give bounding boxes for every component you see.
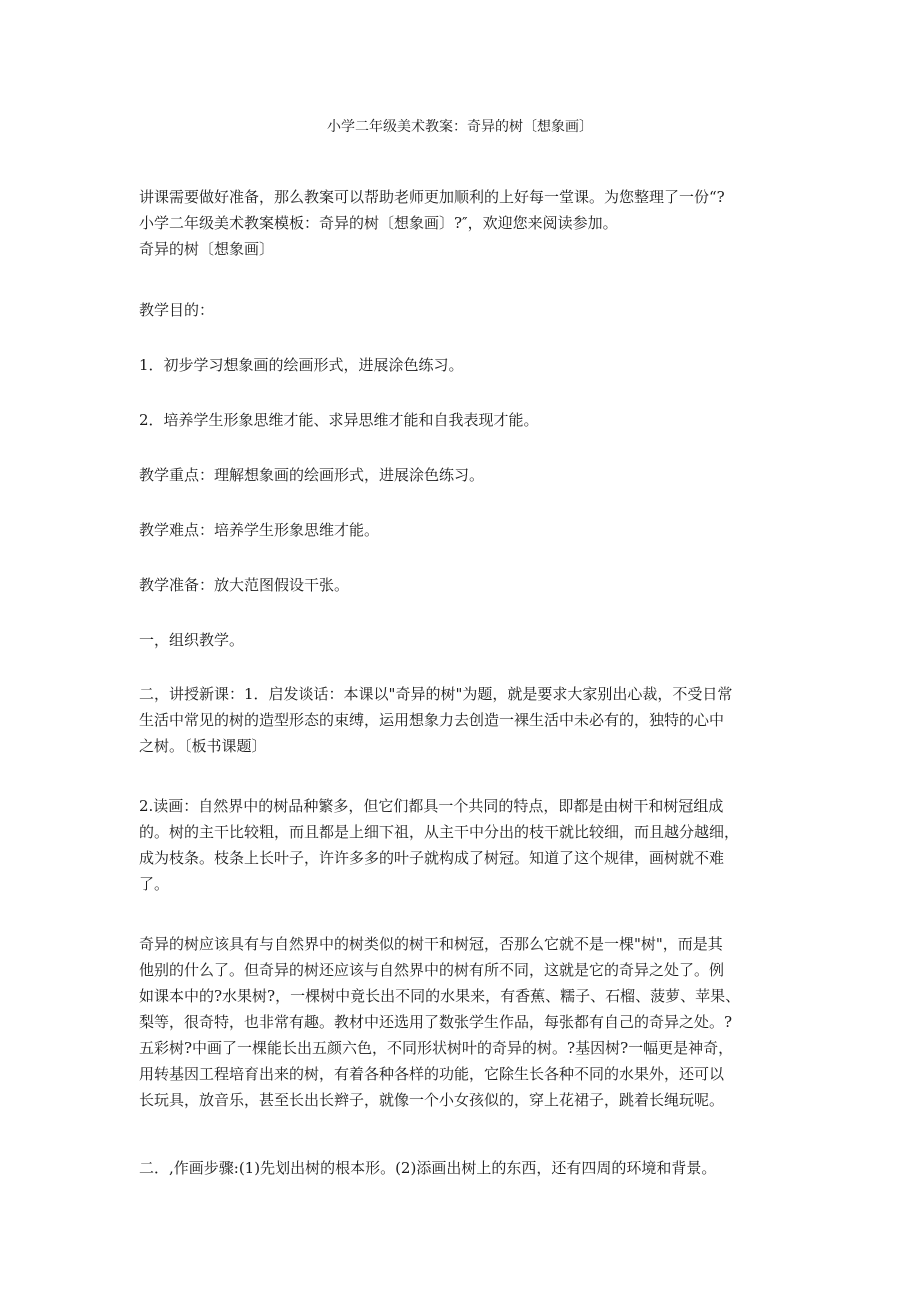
- objective-item-1: 1．初步学习想象画的绘画形式，进展涂色练习。: [139, 356, 464, 374]
- intro-line: 小学二年级美术教案模板：奇异的树〔想象画〕?″，欢迎您来阅读参加。: [139, 214, 618, 232]
- step-organize-teaching: 一，组织教学。: [139, 631, 245, 649]
- paragraph-line: 如课本中的?水果树?，一棵树中竟长出不同的水果来，有香蕉、糯子、石榴、菠萝、苹果、: [139, 987, 741, 1005]
- paragraph-line: 了。: [139, 875, 170, 893]
- paragraph-line: 二，讲授新课：1．启发谈话：本课以"奇异的树"为题，就是要求大家别出心裁，不受日常: [139, 685, 733, 703]
- strange-tree-paragraph: [139, 931, 781, 1113]
- reading-paragraph: [139, 793, 781, 897]
- difficulty-point: 教学难点：培养学生形象思维才能。: [139, 521, 380, 539]
- paragraph-line: 生活中常见的树的造型形态的束缚，运用想象力去创造一裸生活中未必有的，独特的心中: [139, 711, 725, 729]
- preparation: 教学准备：放大范图假设干张。: [139, 576, 350, 594]
- paragraph-line: 长玩具，放音乐，甚至长出长辫子，就像一个小女孩似的，穿上花裙子，跳着长绳玩呢。: [139, 1091, 725, 1109]
- intro-line: 讲课需要做好准备，那么教案可以帮助老师更加顺利的上好每一堂课。为您整理了一份“?: [139, 188, 725, 206]
- paragraph-line: 奇异的树应该具有与自然界中的树类似的树干和树冠，否那么它就不是一棵"树"，而是其: [139, 935, 723, 953]
- drawing-steps: 二．,作画步骤:(1)先划出树的根本形。(2)添画出树上的东西，还有四周的环境和背景。: [139, 1159, 717, 1177]
- step-new-lesson: [139, 681, 781, 759]
- document-title: 小学二年级美术教案：奇异的树〔想象画〕: [327, 119, 593, 135]
- paragraph-line: 五彩树?中画了一棵能长出五颜六色，不同形状树叶的奇异的树。?基因树?一幅更是神奇，: [139, 1039, 734, 1057]
- objectives-heading: 教学目的：: [139, 301, 215, 319]
- paragraph-line: 梨等，很奇特，也非常有趣。教材中还选用了数张学生作品，每张都有自己的奇异之处。?: [139, 1013, 733, 1031]
- paragraph-line: 的。树的主干比较粗，而且都是上细下祖，从主干中分出的枝干就比较细，而且越分越细，: [139, 823, 740, 841]
- paragraph-line: 他别的什么了。但奇异的树还应该与自然界中的树有所不同，这就是它的奇异之处了。例: [139, 961, 725, 979]
- objective-item-2: 2．培养学生形象思维才能、求异思维才能和自我表现才能。: [139, 411, 539, 429]
- paragraph-line: 2.读画：自然界中的树品种繁多，但它们都具一个共同的特点，即都是由树干和树冠组成: [139, 797, 724, 815]
- paragraph-line: 成为枝条。枝条上长叶子，许许多多的叶子就构成了树冠。知道了这个规律，画树就不难: [139, 849, 725, 867]
- intro-paragraph: [139, 184, 781, 262]
- paragraph-line: 之树。〔板书课题〕: [139, 737, 267, 755]
- key-point: 教学重点：理解想象画的绘画形式，进展涂色练习。: [139, 466, 485, 484]
- intro-line: 奇异的树〔想象画〕: [139, 240, 275, 258]
- paragraph-line: 用转基因工程培育出来的树，有着各种各样的功能，它除生长各种不同的水果外，还可以: [139, 1065, 725, 1083]
